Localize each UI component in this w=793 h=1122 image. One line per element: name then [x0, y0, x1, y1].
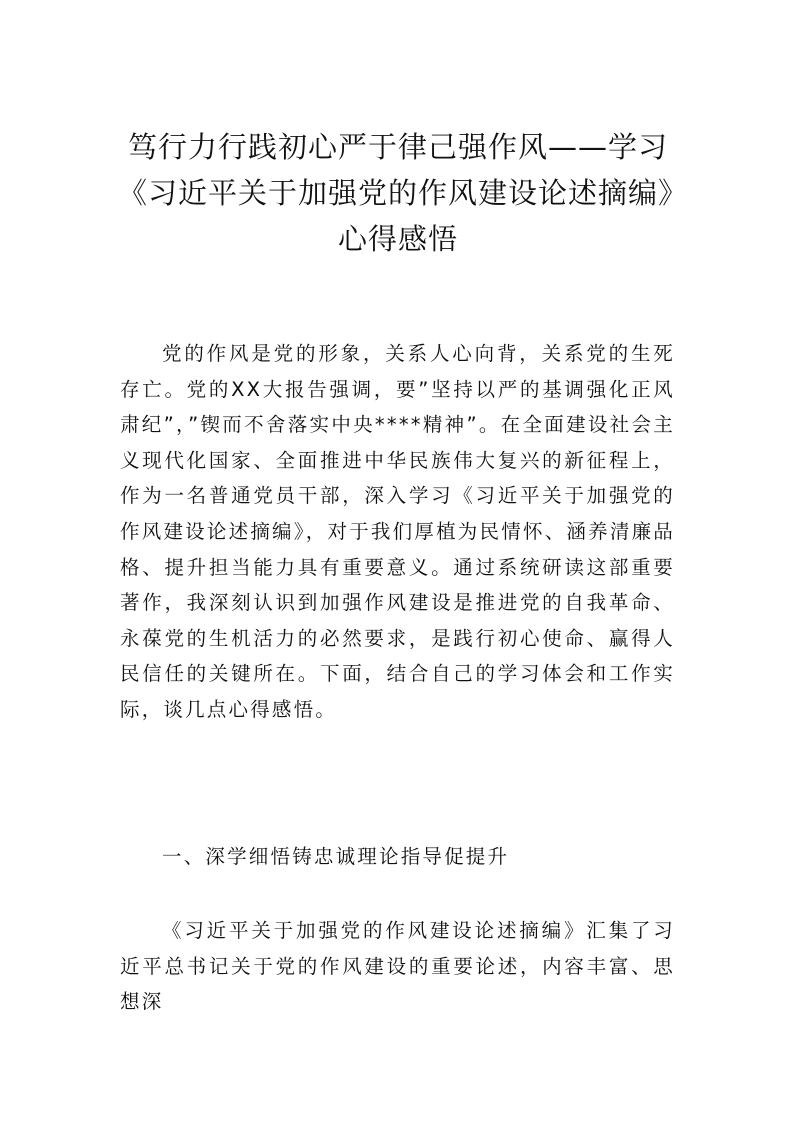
intro-paragraph: 党的作风是党的形象，关系人心向背，关系党的生死存亡。党的XX大报告强调，要”坚持以严的基调强化正风肃纪”，”锲而不舍落实中央****精神”。在全面建设社会主义现代化国家、全面推进中华民族伟大复兴的新征程上，作为一名普通党员干部，深入学习《习近平关于加强党的作风建设论述摘编》，对于我们厚植为民情怀、涵养清廉品格、提升担当能力具有重要意义。通过系统研读这部重要著作，我深刻认识到加强作风建设是推进党的自我革命、永葆党的生机活力的必然要求，是践行初心使命、赢得人民信任的关键所在。下面，结合自己的学习体会和工作实际，谈几点心得感悟。 — [120, 342, 675, 721]
title-line-2: 《习近平关于加强党的作风建设论述摘编》 — [118, 176, 689, 210]
title-line-3: 心得感悟 — [337, 222, 458, 256]
document-title — [118, 124, 689, 262]
title-line-1: 笃行力行践初心严于律己强作风——学习 — [127, 130, 668, 164]
section-heading-1: 一、深学细悟铸忠诚理论指导促提升 — [162, 845, 510, 868]
section-1-paragraph: 《习近平关于加强党的作风建设论述摘编》汇集了习近平总书记关于党的作风建设的重要论述，内容丰富、思想深 — [120, 919, 675, 1014]
